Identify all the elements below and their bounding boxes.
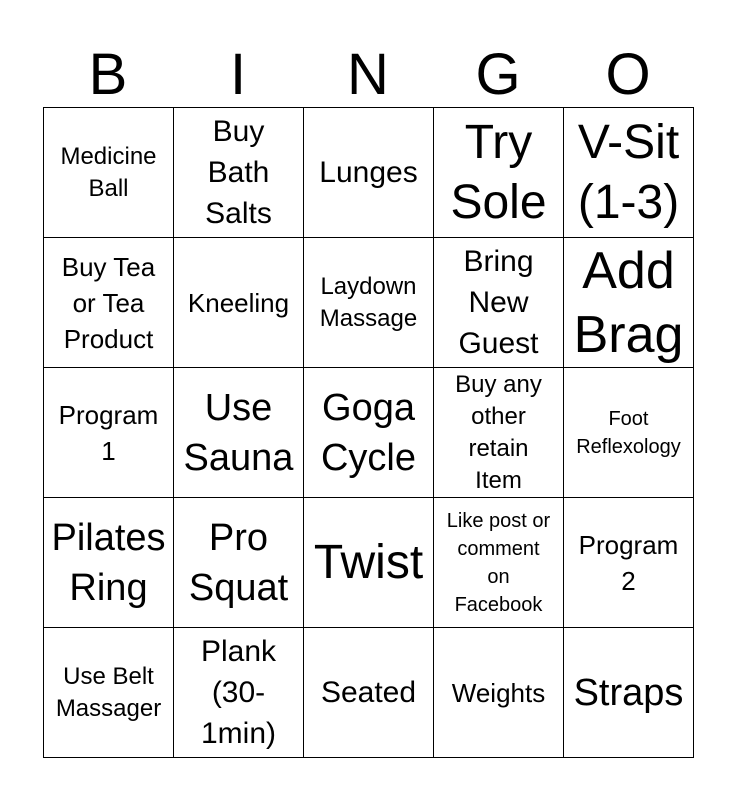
bingo-cell[interactable] (564, 238, 694, 368)
cell-label: Kneeling (187, 287, 290, 318)
cell-label: Pro Squat (188, 516, 289, 609)
cell-label: Straps (573, 671, 684, 714)
bingo-cell[interactable] (564, 628, 694, 758)
bingo-cell[interactable] (44, 368, 174, 498)
header-letter-b: B (88, 42, 128, 107)
header-letter-i: I (229, 42, 247, 107)
header-letter-n: N (347, 42, 389, 107)
bingo-cell[interactable] (174, 368, 304, 498)
bingo-cell[interactable] (434, 238, 564, 368)
bingo-cell[interactable] (44, 498, 174, 628)
cell-label: Program 1 (58, 399, 159, 466)
bingo-cell[interactable] (564, 498, 694, 628)
bingo-cell[interactable] (304, 108, 434, 238)
cell-label: V-Sit (1-3) (577, 115, 680, 229)
bingo-cell[interactable] (304, 498, 434, 628)
bingo-cell[interactable] (564, 368, 694, 498)
bingo-cell[interactable] (434, 108, 564, 238)
cell-label: Program 2 (578, 529, 679, 596)
cell-label: Goga Cycle (320, 386, 417, 479)
bingo-header (43, 44, 693, 106)
cell-label: Lunges (319, 156, 418, 189)
cell-label: Bring New Guest (458, 245, 539, 360)
cell-label: Use Belt Massager (55, 662, 162, 722)
cell-label: Try Sole (450, 115, 547, 229)
bingo-cell[interactable] (44, 238, 174, 368)
bingo-cell[interactable] (174, 628, 304, 758)
header-letter-g: G (475, 42, 521, 107)
cell-label: Use Sauna (183, 386, 294, 479)
cell-label: Seated (320, 676, 417, 709)
cell-label: Medicine Ball (60, 142, 157, 202)
bingo-cell[interactable] (304, 628, 434, 758)
cell-label: Pilates Ring (51, 516, 166, 609)
cell-label: Buy Tea or Tea Product (61, 251, 156, 354)
bingo-cell[interactable] (434, 368, 564, 498)
cell-label: Buy Bath Salts (205, 115, 272, 230)
cell-label: Weights (451, 677, 546, 708)
cell-label: Foot Reflexology (576, 407, 681, 458)
bingo-cell[interactable] (174, 498, 304, 628)
bingo-cell[interactable] (174, 108, 304, 238)
cell-label: Plank (30- 1min) (200, 635, 277, 750)
bingo-cell[interactable] (304, 238, 434, 368)
cell-label: Add Brag (573, 241, 684, 364)
bingo-cell[interactable] (174, 238, 304, 368)
header-letter-o: O (605, 42, 651, 107)
bingo-cell[interactable] (304, 368, 434, 498)
bingo-cell[interactable] (564, 108, 694, 238)
cell-label: Like post or comment on Facebook (446, 509, 551, 616)
bingo-cell[interactable] (434, 498, 564, 628)
bingo-board (43, 107, 694, 758)
cell-label: Laydown Massage (319, 272, 418, 332)
cell-label: Twist (313, 535, 424, 589)
cell-label: Buy any other retain Item (455, 370, 542, 494)
bingo-cell[interactable] (434, 628, 564, 758)
bingo-cell[interactable] (44, 108, 174, 238)
bingo-cell[interactable] (44, 628, 174, 758)
